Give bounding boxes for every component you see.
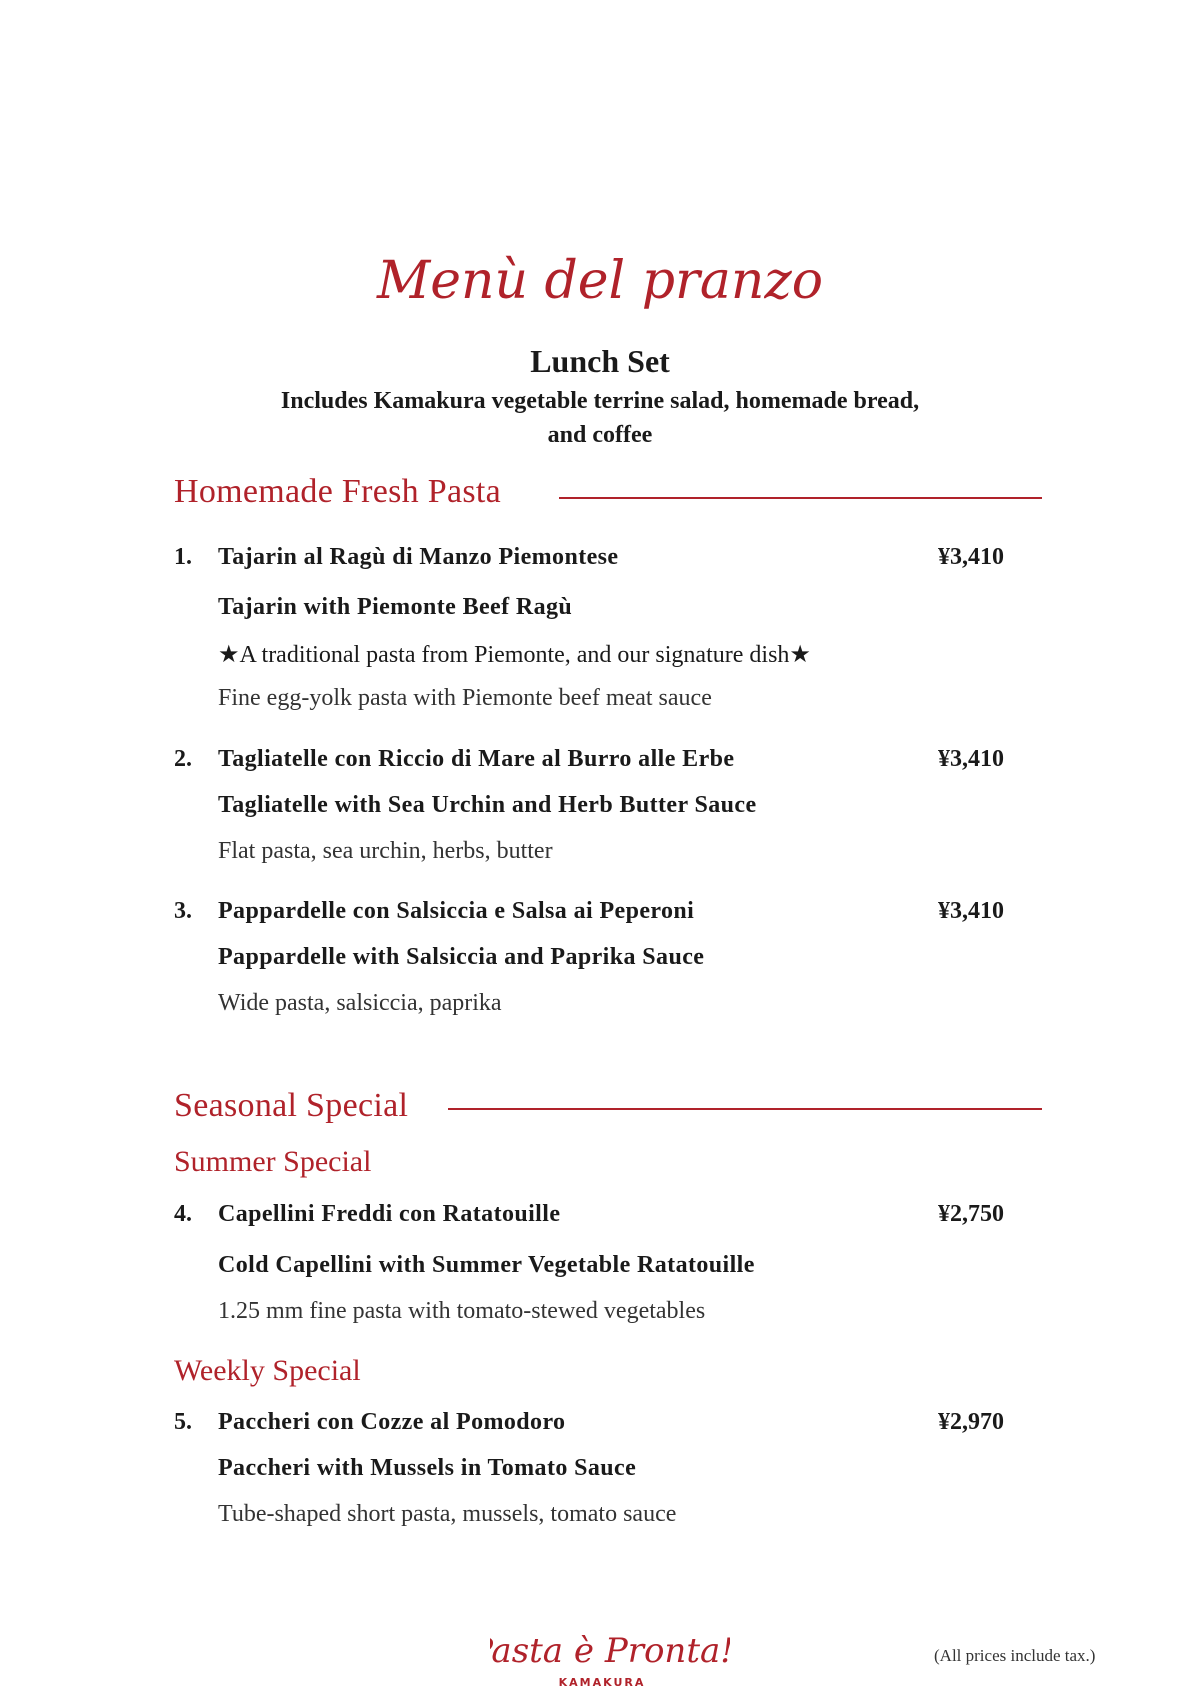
item-number: 4. [174, 1201, 192, 1227]
item-signature-note: ★A traditional pasta from Piemonte, and our signature dish★ [218, 642, 811, 668]
subsection-title-summer: Summer Special [174, 1145, 372, 1178]
item-price: ¥2,750 [938, 1201, 1004, 1227]
logo-svg [490, 1622, 730, 1694]
item-italian-name: Pappardelle con Salsiccia e Salsa ai Peperoni [218, 898, 695, 924]
item-english-name: Pappardelle with Salsiccia and Paprika Sauce [218, 944, 705, 970]
item-english-name: Cold Capellini with Summer Vegetable Ratatouille [218, 1252, 755, 1278]
item-price: ¥3,410 [938, 544, 1004, 570]
item-english-name: Tagliatelle with Sea Urchin and Herb Butter Sauce [218, 792, 757, 818]
item-description: Wide pasta, salsiccia, paprika [218, 990, 502, 1016]
script-title-svg [0, 238, 1200, 328]
item-english-name: Paccheri with Mussels in Tomato Sauce [218, 1455, 637, 1481]
item-english-name: Tajarin with Piemonte Beef Ragù [218, 594, 573, 620]
item-number: 3. [174, 898, 192, 924]
item-italian-name: Tajarin al Ragù di Manzo Piemontese [218, 544, 619, 570]
item-price: ¥3,410 [938, 746, 1004, 772]
script-title [0, 238, 1200, 332]
item-description: Tube-shaped short pasta, mussels, tomato sauce [218, 1501, 677, 1527]
item-italian-name: Paccheri con Cozze al Pomodoro [218, 1409, 566, 1435]
item-italian-name: Capellini Freddi con Ratatouille [218, 1201, 561, 1227]
script-title-text: Menù del pranzo [376, 251, 824, 311]
section-title-seasonal-special: Seasonal Special [174, 1087, 409, 1124]
subtitle-line-1: Includes Kamakura vegetable terrine salad, homemade bread, [280, 388, 920, 414]
subtitle-line-2: and coffee [547, 422, 653, 448]
subsection-title-weekly: Weekly Special [174, 1354, 361, 1387]
item-description: 1.25 mm fine pasta with tomato-stewed vegetables [218, 1298, 706, 1324]
item-price: ¥2,970 [938, 1409, 1004, 1435]
logo-text: Pasta è Pronta! [490, 1631, 730, 1671]
item-number: 5. [174, 1409, 192, 1435]
item-description: Flat pasta, sea urchin, herbs, butter [218, 838, 553, 864]
restaurant-logo [490, 1622, 730, 1694]
item-number: 2. [174, 746, 192, 772]
item-number: 1. [174, 544, 192, 570]
section-divider [448, 1108, 1042, 1110]
item-price: ¥3,410 [938, 898, 1004, 924]
logo-subtext: KAMAKURA [558, 1676, 646, 1689]
page-subtitle [200, 384, 1000, 452]
item-italian-name: Tagliatelle con Riccio di Mare al Burro alle Erbe [218, 746, 735, 772]
section-title-homemade-pasta: Homemade Fresh Pasta [174, 473, 502, 510]
tax-note: (All prices include tax.) [934, 1646, 1096, 1665]
section-divider [559, 497, 1042, 499]
item-description: Fine egg-yolk pasta with Piemonte beef meat sauce [218, 685, 712, 711]
page-title: Lunch Set [530, 343, 670, 379]
